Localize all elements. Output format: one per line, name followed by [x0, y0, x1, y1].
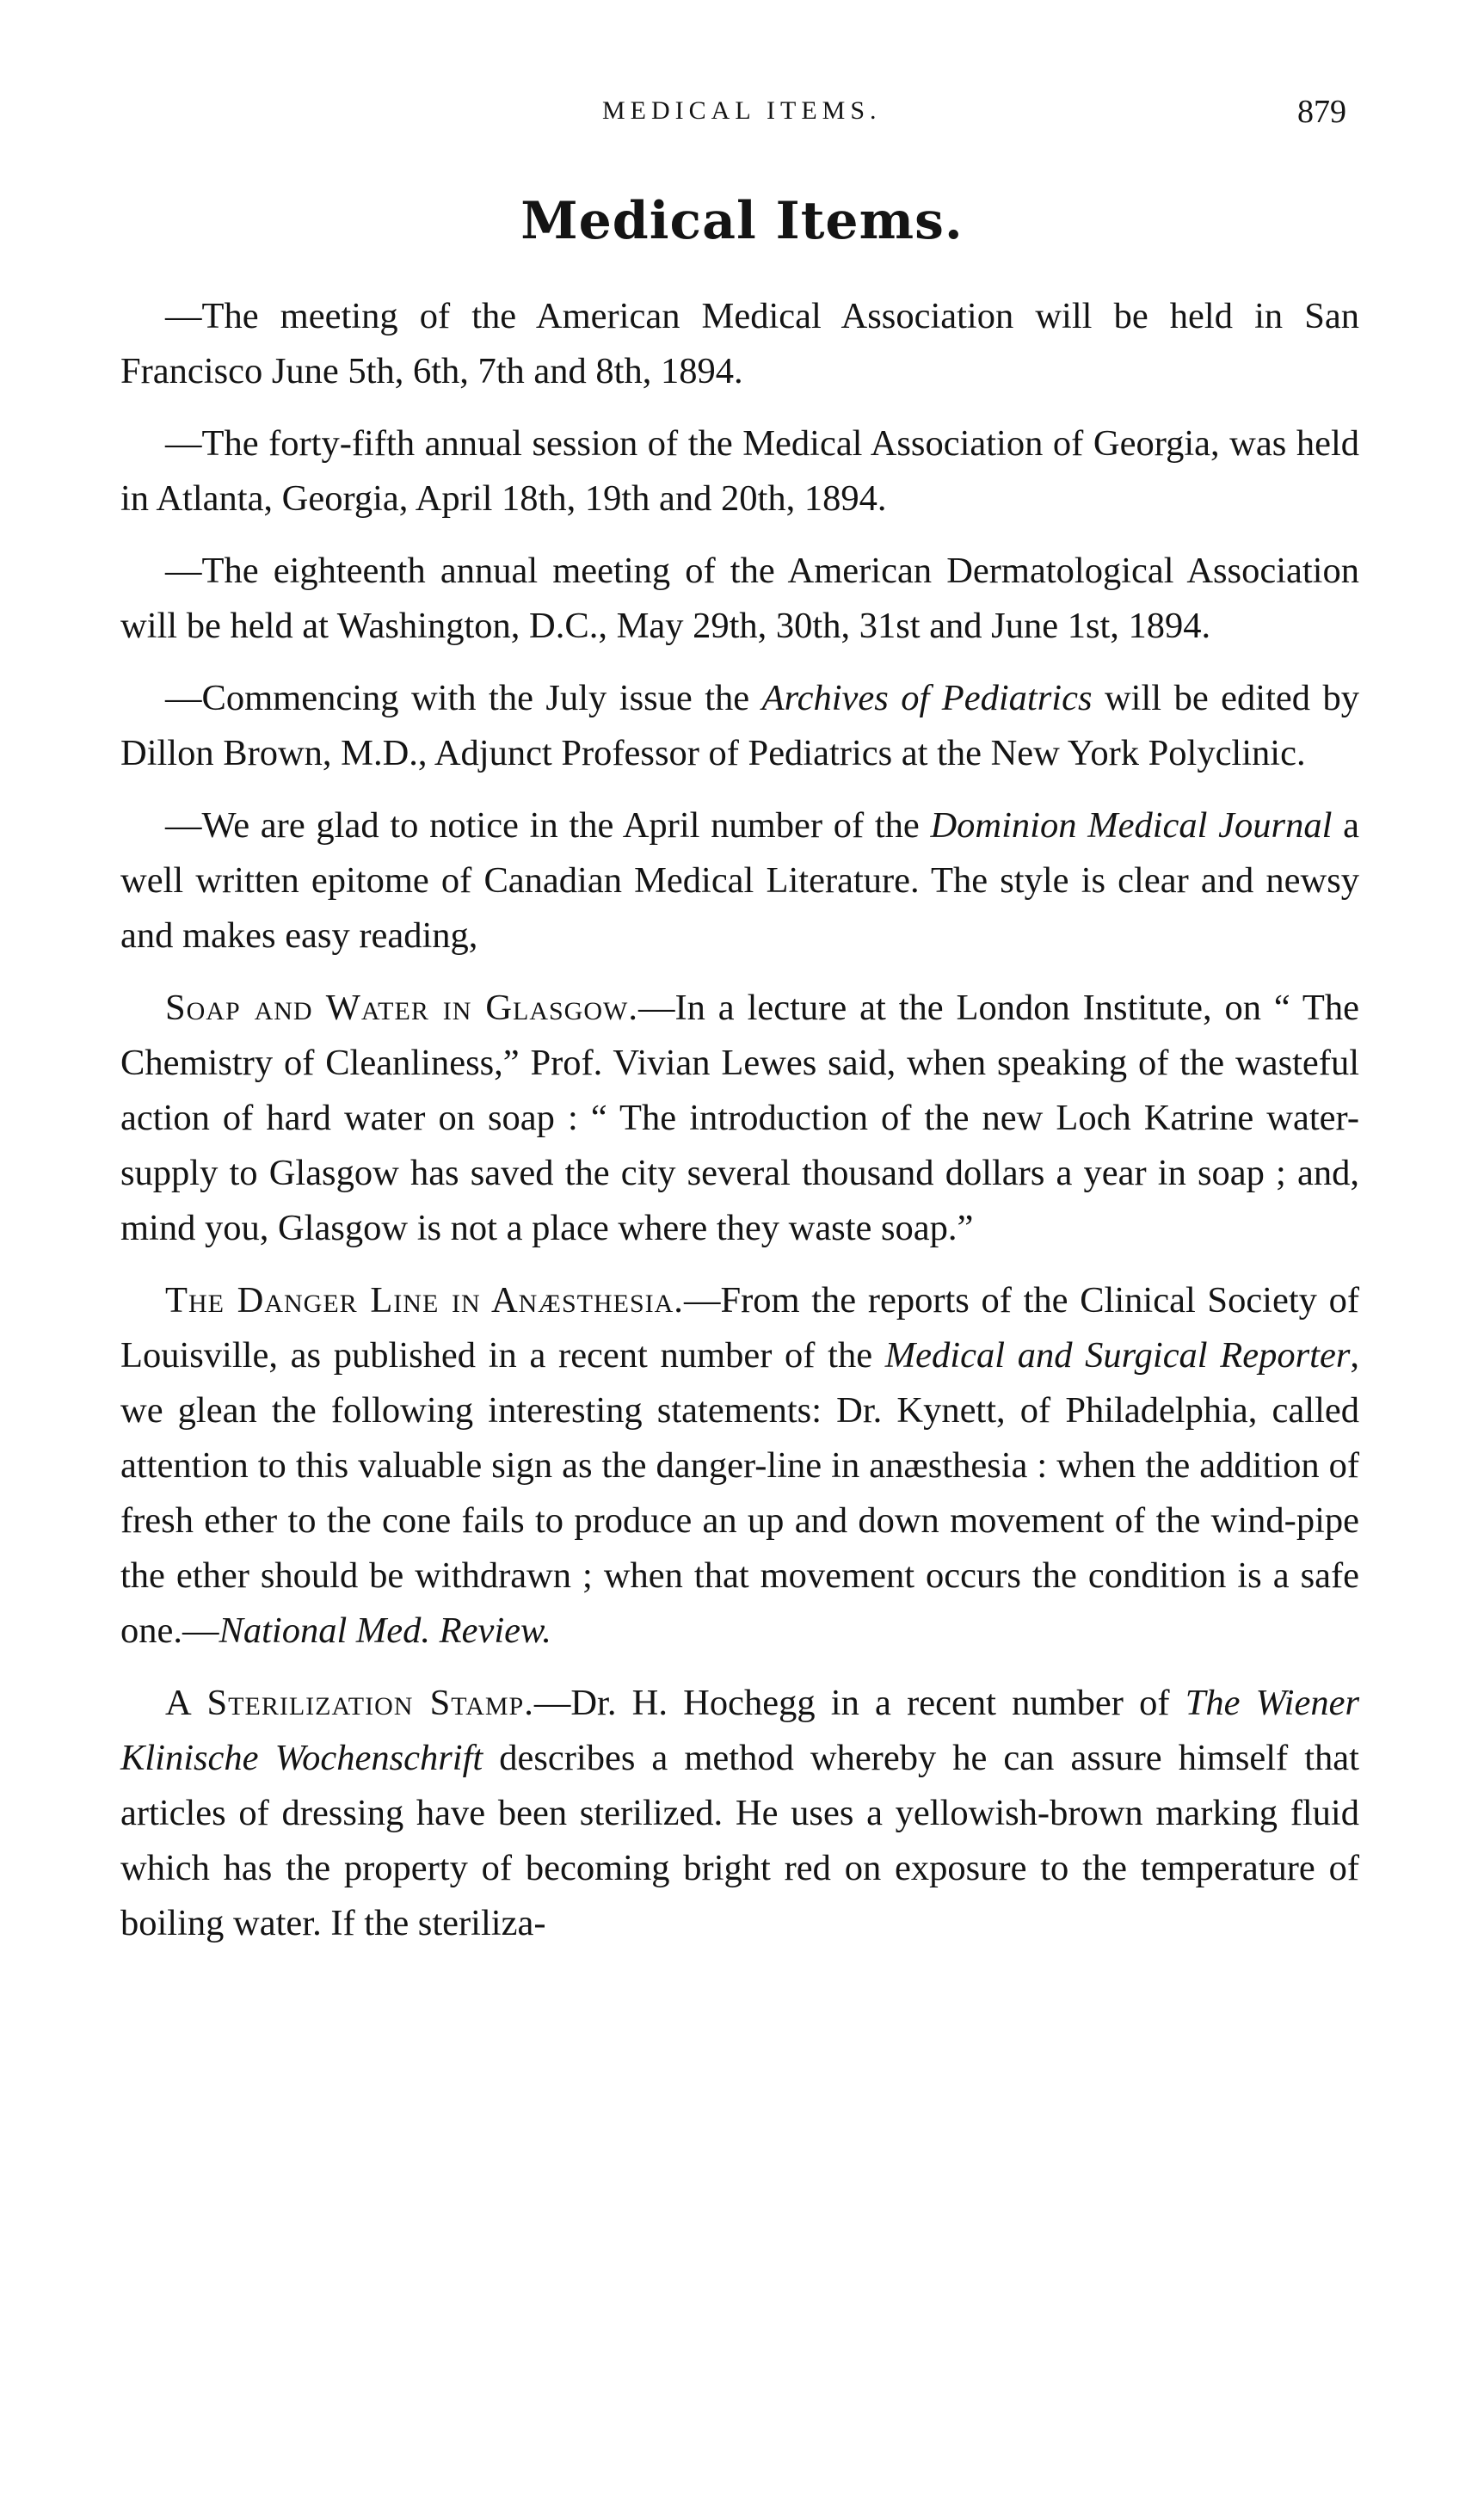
running-head: [0, 96, 1484, 139]
item-dominion-journal: [120, 798, 1359, 964]
item-heading: Soap and Water in Glasgow.: [165, 988, 638, 1028]
item-ama-meeting: [120, 289, 1359, 399]
item-text: —In a lecture at the London Institute, on “ The Chemistry of Cleanliness,” Prof. Vivian Lewes said, when speaking of the wasteful action of hard water on soap : “ The introduction of the new Loch Katrine water-supply to Glasgow has saved the city several thousand dollars a year in soap ; and, mind you, Glasgow is not a place where they waste soap.”: [120, 988, 1359, 1248]
item-georgia-session: [120, 416, 1359, 526]
item-text: will be edited by Dillon Brown, M.D., Adjunct Professor of Pediatrics at the New York Polyclinic.: [120, 678, 1359, 773]
item-text: —The forty-fifth annual session of the Medical Association of Georgia, was held in Atlanta, Georgia, April 18th, 19th and 20th, 1894.: [120, 423, 1359, 519]
item-heading: The Danger Line in Anæsthesia.: [165, 1280, 684, 1321]
page-number: 879: [1297, 94, 1346, 130]
item-text: —Commencing with the July issue the: [165, 678, 762, 718]
item-text: a well written epitome of Canadian Medical Literature. The style is clear and newsy and makes easy reading,: [120, 805, 1359, 956]
item-text: —The meeting of the American Medical Association will be held in San Francisco June 5th, 6th, 7th and 8th, 1894.: [120, 296, 1359, 391]
item-sterilization-stamp: [120, 1676, 1359, 1951]
article-body: [120, 289, 1359, 1968]
item-dermatological-meeting: [120, 544, 1359, 654]
item-soap-and-water: [120, 981, 1359, 1256]
section-title: Medical Items.: [520, 191, 964, 251]
journal-title: The Wiener Klinische Wochenschrift: [120, 1683, 1360, 1778]
item-text: —From the reports of the Clinical Society of Louisville, as published in a recent number of the: [120, 1280, 1359, 1376]
item-archives-pediatrics: [120, 671, 1359, 781]
journal-title: Archives of Pediatrics: [761, 678, 1093, 718]
item-text: —The eighteenth annual meeting of the American Dermatological Association will be held at Washington, D.C., May 29th, 30th, 31st and June 1st, 1894.: [120, 551, 1359, 646]
item-text: describes a method whereby he can assure himself that articles of dressing have been sterilized. He uses a yellowish-brown marking fluid which has the property of becoming bright red on exposure to the temperature of boiling water. If the steriliza-: [120, 1738, 1359, 1943]
source-citation: National Med. Review.: [219, 1610, 551, 1651]
journal-title: Medical and Surgical Reporter: [884, 1335, 1351, 1376]
item-text: —Dr. H. Hochegg in a recent number of: [533, 1683, 1185, 1723]
item-text: , we glean the following interesting statements: Dr. Kynett, of Philadelphia, called attention to this valuable sign as the danger-line in anæsthesia : when the addition of fresh ether to the cone fails to produce an up and down movement of the wind-pipe the ether should be withdrawn ; when that movement occurs the condition is a safe one.—: [120, 1335, 1360, 1651]
item-danger-line: [120, 1273, 1359, 1659]
journal-title: Dominion Medical Journal: [930, 805, 1333, 846]
item-text: —We are glad to notice in the April number of the: [165, 805, 931, 846]
running-title: MEDICAL ITEMS.: [602, 96, 882, 125]
item-heading: A Sterilization Stamp.: [165, 1683, 534, 1723]
